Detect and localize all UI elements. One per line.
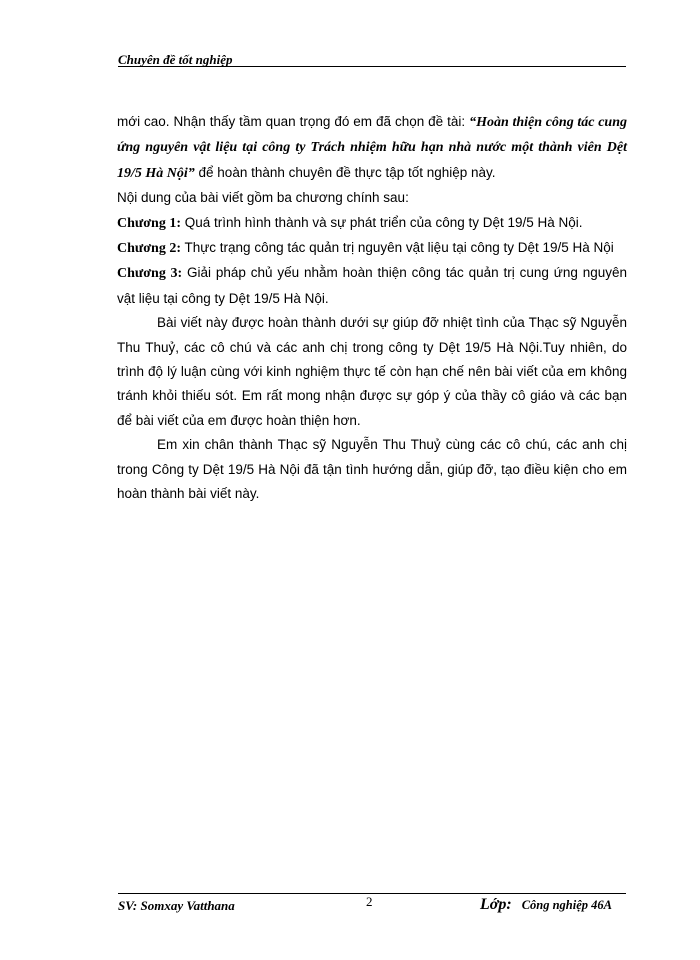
class-label: Lớp: bbox=[480, 896, 512, 913]
class-name: Công nghiệp 46A bbox=[521, 898, 612, 912]
chapter-1 bbox=[117, 211, 627, 236]
acknowledgement-paragraph: Bài viết này được hoàn thành dưới sự giúp đỡ nhiệt tình của Thạc sỹ Nguyễn Thu Thuỷ, các cô chú và các anh chị trong công ty Dệt 19/5 Hà Nội.Tuy nhiên, do trình độ lý luận cùng với kinh nghiệm thực tế còn hạn chế nên bài viết của em không tránh khỏi thiếu sót. Em rất mong nhận được sự góp ý của thầy cô giáo và các bạn để bài viết của em được hoàn thiện hơn. bbox=[117, 315, 627, 428]
intro-paragraph bbox=[117, 110, 627, 186]
chapter-label: Chương 3: bbox=[117, 266, 183, 282]
topic-title: “Hoàn thiện công tác cung ứng nguyên vật liệu tại công ty Trách nhiệm hữu hạn nhà nước một thành viên Dệt 19/5 Hà Nội” bbox=[117, 115, 627, 181]
chapter-label: Chương 2: bbox=[117, 241, 181, 257]
chapter-2 bbox=[117, 236, 627, 261]
intro-text-end: để hoàn thành chuyên đề thực tập tốt nghiệp này. bbox=[194, 164, 496, 180]
chapter-3 bbox=[117, 261, 627, 311]
thanks-paragraph: Em xin chân thành Thạc sỹ Nguyễn Thu Thuỷ cùng các cô chú, các anh chị trong Công ty Dệt 19/5 Hà Nội đã tận tình hướng dẫn, giúp đỡ, tạo điều kiện cho em hoàn thành bài viết này. bbox=[117, 437, 627, 502]
footer-class bbox=[480, 896, 612, 914]
footer-student: SV: Somxay Vatthana bbox=[118, 898, 235, 913]
chapter-text: Thực trạng công tác quản trị nguyên vật liệu tại công ty Dệt 19/5 Hà Nội bbox=[181, 240, 614, 256]
chapter-label: Chương 1: bbox=[117, 215, 181, 231]
outline-intro: Nội dung của bài viết gồm ba chương chính sau: bbox=[117, 190, 409, 206]
chapter-text: Giải pháp chủ yếu nhằm hoàn thiện công tác quản trị cung ứng nguyên vật liệu tại công ty Dệt 19/5 Hà Nội. bbox=[117, 265, 627, 306]
intro-text: mới cao. Nhận thấy tầm quan trọng đó em đã chọn đề tài: bbox=[117, 114, 470, 129]
header-title: Chuyên đề tốt nghiệp bbox=[118, 52, 233, 67]
header-rule bbox=[118, 66, 626, 67]
chapter-text: Quá trình hình thành và sự phát triển của công ty Dệt 19/5 Hà Nội. bbox=[181, 214, 583, 230]
page-number: 2 bbox=[366, 894, 373, 909]
document-body bbox=[117, 110, 627, 507]
